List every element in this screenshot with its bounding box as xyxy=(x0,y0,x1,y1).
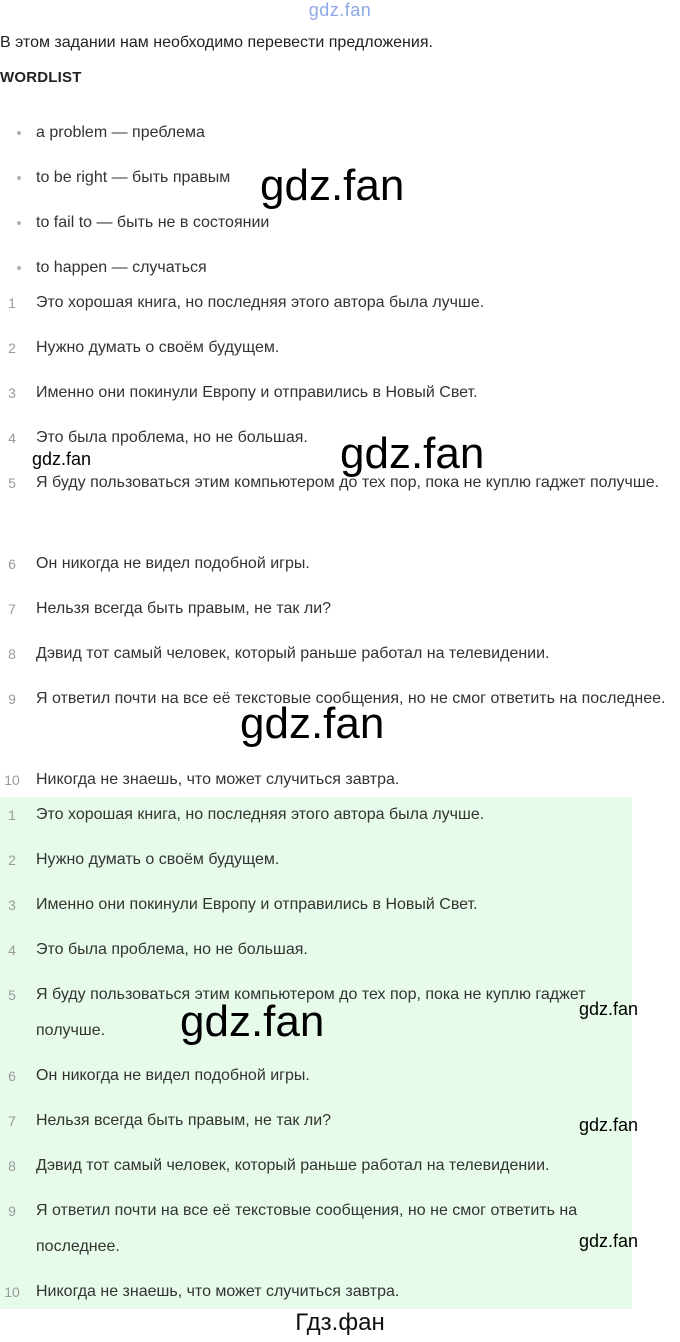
answer-text: Я ответил почти на все её текстовые сообщения, но не смог ответить на последнее. xyxy=(36,1202,578,1255)
bullet-icon xyxy=(17,131,21,135)
bullet-icon xyxy=(17,266,21,270)
sentence-number: 3 xyxy=(8,385,16,401)
sentence-number: 10 xyxy=(4,772,20,788)
sentence-number: 8 xyxy=(8,646,16,662)
task-intro: В этом задании нам необходимо перевести предложения. xyxy=(0,34,433,51)
answer-text: Это была проблема, но не большая. xyxy=(36,941,308,958)
answer-text: Это хорошая книга, но последняя этого автора была лучше. xyxy=(36,806,485,823)
answer-number: 6 xyxy=(8,1068,16,1084)
answer-text: Дэвид тот самый человек, который раньше работал на телевидении. xyxy=(36,1157,550,1174)
sentence-text: Это хорошая книга, но последняя этого автора была лучше. xyxy=(36,294,485,311)
watermark: gdz.fan xyxy=(180,997,325,1046)
sentence-number: 2 xyxy=(8,340,16,356)
answer-number: 3 xyxy=(8,897,16,913)
sentence-text: Никогда не знаешь, что может случиться завтра. xyxy=(36,771,400,788)
sentence-number: 9 xyxy=(8,691,16,707)
watermark: gdz.fan xyxy=(579,999,639,1019)
sentence-number: 1 xyxy=(8,295,16,311)
sentence-text: Нельзя всегда быть правым, не так ли? xyxy=(36,600,332,617)
answer-number: 10 xyxy=(4,1284,20,1300)
answer-number: 5 xyxy=(8,987,16,1003)
sentence-number: 7 xyxy=(8,601,16,617)
bullet-icon xyxy=(17,221,21,225)
answer-number: 9 xyxy=(8,1203,16,1219)
answer-number: 2 xyxy=(8,852,16,868)
answer-number: 7 xyxy=(8,1113,16,1129)
sentence-text: Нужно думать о своём будущем. xyxy=(36,339,280,356)
sentence-text: Именно они покинули Европу и отправились в Новый Свет. xyxy=(36,384,478,401)
footer-watermark: Гдз.фан xyxy=(295,1309,385,1336)
sentence-text: Он никогда не видел подобной игры. xyxy=(36,555,310,572)
watermark: gdz.fan xyxy=(340,429,485,478)
answer-text: Никогда не знаешь, что может случиться завтра. xyxy=(36,1283,400,1300)
sentence-text: Дэвид тот самый человек, который раньше работал на телевидении. xyxy=(36,645,550,662)
answer-text: Нельзя всегда быть правым, не так ли? xyxy=(36,1112,332,1129)
watermark: gdz.fan xyxy=(260,161,405,210)
answer-text: Именно они покинули Европу и отправились в Новый Свет. xyxy=(36,896,478,913)
sentence-text: Я буду пользоваться этим компьютером до тех пор, пока не куплю гаджет получше. xyxy=(36,474,660,491)
sentence-number: 4 xyxy=(8,430,16,446)
sentence-text: Это была проблема, но не большая. xyxy=(36,429,308,446)
answer-text: Он никогда не видел подобной игры. xyxy=(36,1067,310,1084)
wordlist-heading: WORDLIST xyxy=(0,69,82,86)
watermark: gdz.fan xyxy=(32,449,92,469)
answer-number: 8 xyxy=(8,1158,16,1174)
sentence-text: Я ответил почти на все её текстовые сообщения, но не смог ответить на последнее. xyxy=(36,690,666,707)
watermark: gdz.fan xyxy=(579,1231,639,1251)
answer-text: Нужно думать о своём будущем. xyxy=(36,851,280,868)
sentence-number: 6 xyxy=(8,556,16,572)
watermark: gdz.fan xyxy=(240,699,385,748)
sentence-number: 5 xyxy=(8,475,16,491)
answer-number: 4 xyxy=(8,942,16,958)
bullet-icon xyxy=(17,176,21,180)
top-watermark: gdz.fan xyxy=(308,0,372,20)
answer-text: Я буду пользоваться этим компьютером до тех пор, пока не куплю гаджет получше. xyxy=(36,986,586,1039)
watermark: gdz.fan xyxy=(579,1115,639,1135)
answer-number: 1 xyxy=(8,807,16,823)
